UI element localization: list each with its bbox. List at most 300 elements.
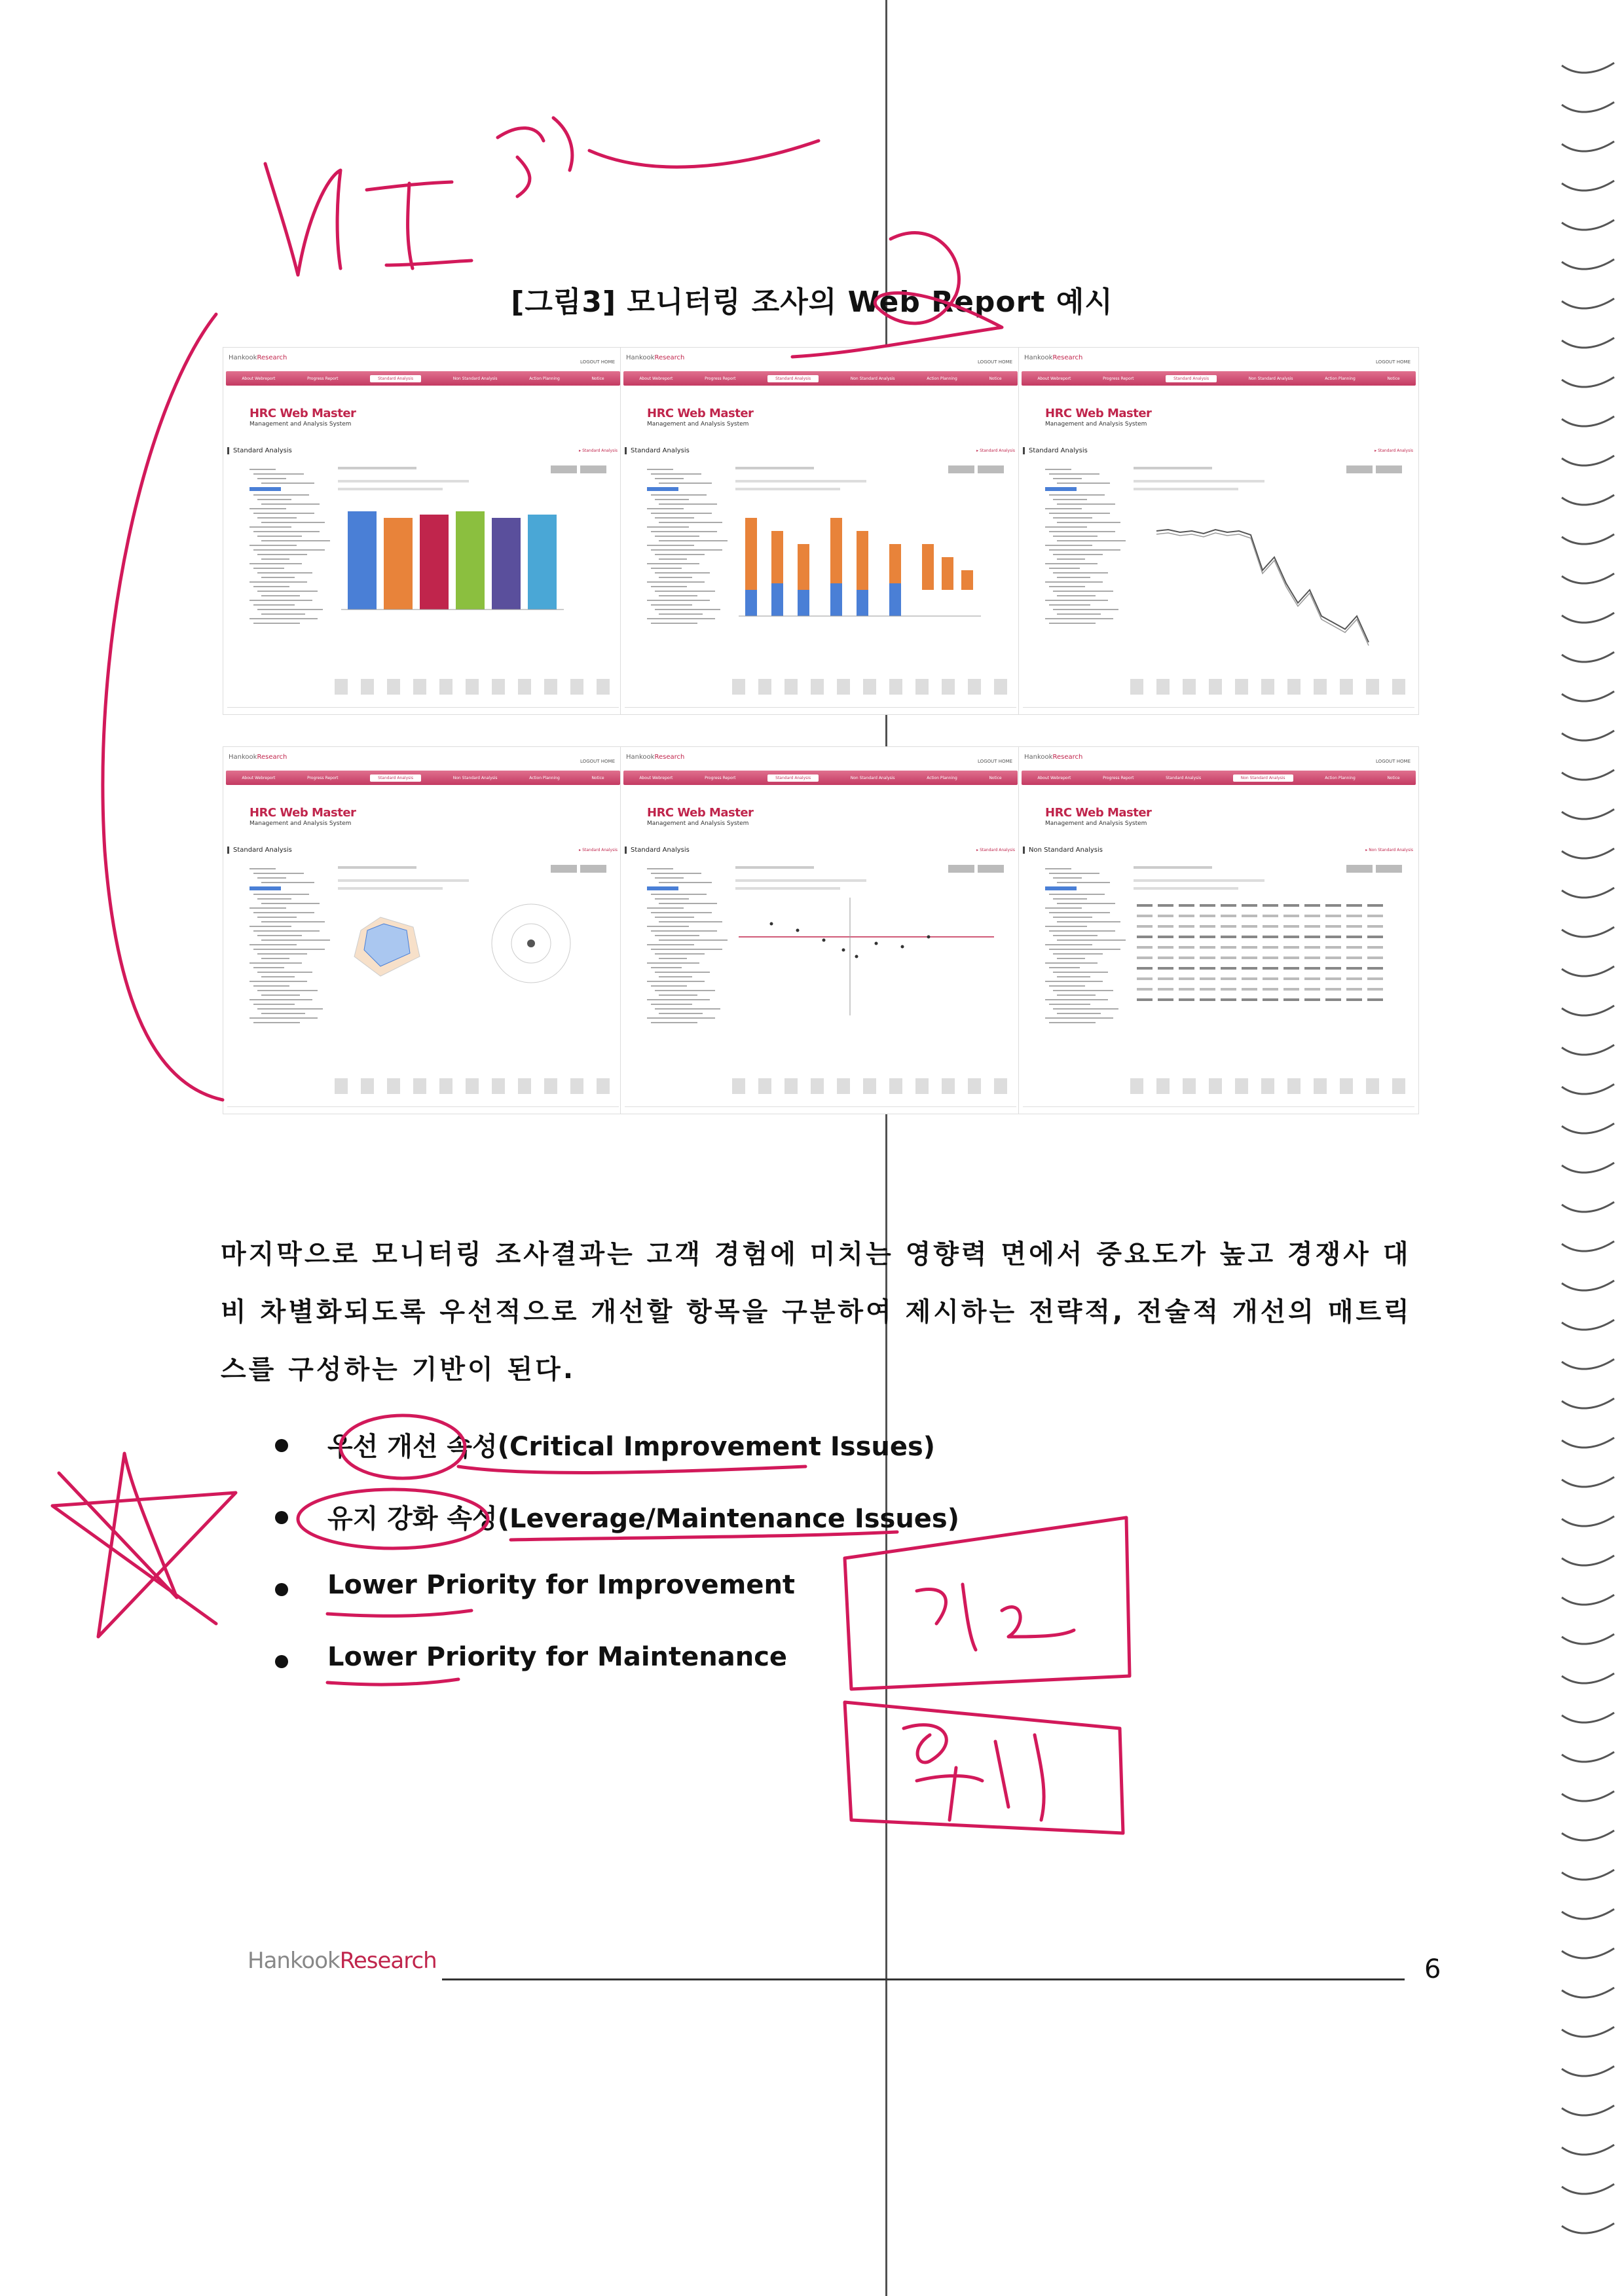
thumb-table-cell: [1200, 967, 1215, 970]
spiral-loop: [1562, 1006, 1614, 1015]
thumb-table-cell: [1179, 904, 1194, 907]
thumb-logo-prefix: Hankook: [626, 754, 655, 761]
thumb-nav-item: Standard Analysis: [1166, 375, 1217, 382]
thumb-logo: [1024, 354, 1082, 361]
thumb-scatter-point: [796, 929, 800, 932]
thumb-nav-item: Standard Analysis: [370, 375, 421, 382]
thumb-table-cell: [1158, 998, 1173, 1001]
thumb-button: [978, 865, 1004, 873]
thumb-nav-item: Notice: [989, 376, 1002, 381]
spiral-binding: [1559, 39, 1617, 2265]
thumb-table-cell: [1221, 925, 1236, 928]
thumb-table-cell: [1137, 957, 1153, 959]
thumb-logout-link: LOGOUT HOME: [978, 759, 1012, 764]
thumb-button: [1376, 865, 1402, 873]
thumb-table-cell: [1200, 988, 1215, 991]
thumb-scatter-point: [855, 955, 858, 958]
thumb-chart: [1130, 465, 1409, 688]
thumb-nav-item: Notice: [591, 775, 604, 780]
thumb-table-cell: [1367, 946, 1383, 949]
thumb-table-cell: [1283, 977, 1299, 980]
spiral-loop: [1562, 338, 1614, 348]
spiral-loop: [1562, 731, 1614, 740]
thumb-button: [580, 465, 606, 473]
spiral-loop: [1562, 1870, 1614, 1880]
thumb-table-cell: [1242, 904, 1257, 907]
thumb-table-cell: [1242, 998, 1257, 1001]
thumb-table-cell: [1200, 904, 1215, 907]
thumb-option-row: [338, 480, 469, 483]
thumb-table-cell: [1200, 925, 1215, 928]
ink-box-1: [845, 1518, 1130, 1689]
thumb-table-cell: [1263, 904, 1278, 907]
spiral-loop: [1562, 1516, 1614, 1526]
ink-underline-3: [327, 1611, 471, 1616]
thumb-table-cell: [1221, 998, 1236, 1001]
thumb-nav-bar: [226, 371, 620, 386]
thumb-brand: HRC Web Master: [1045, 407, 1152, 420]
thumb-brand-sub: Management and Analysis System: [1045, 421, 1147, 428]
thumb-table-cell: [1242, 925, 1257, 928]
thumb-nav-item: Action Planning: [529, 376, 560, 381]
thumb-chart: [732, 865, 1010, 1087]
thumb-logo: [626, 354, 684, 361]
thumb-table-cell: [1179, 946, 1194, 949]
thumb-stack-bottom: [857, 590, 868, 616]
footer-rule: [442, 1978, 1405, 1980]
thumb-table-cell: [1283, 988, 1299, 991]
thumb-table-cell: [1304, 946, 1320, 949]
thumb-nav-item: Standard Analysis: [767, 375, 819, 382]
spiral-loop: [1562, 456, 1614, 465]
thumb-table-cell: [1346, 988, 1362, 991]
thumb-table-cell: [1367, 967, 1383, 970]
thumb-filter-bar: [1134, 467, 1212, 469]
thumb-table-cell: [1158, 904, 1173, 907]
web-report-thumbnail: [223, 746, 623, 1114]
thumb-table-cell: [1221, 977, 1236, 980]
thumb-table-cell: [1367, 925, 1383, 928]
spiral-loop: [1562, 495, 1614, 505]
thumb-logo: [1024, 754, 1082, 761]
thumb-table-cell: [1325, 967, 1341, 970]
thumb-table-cell: [1179, 936, 1194, 938]
bullet-dot-icon: [275, 1511, 288, 1524]
thumb-table-cell: [1367, 936, 1383, 938]
thumb-scatter-point: [770, 922, 773, 926]
spiral-loop: [1562, 1673, 1614, 1683]
thumb-table-cell: [1200, 957, 1215, 959]
thumb-section-title: Non Standard Analysis: [1023, 847, 1103, 854]
thumb-button: [1346, 465, 1373, 473]
spiral-loop: [1562, 2027, 1614, 2037]
spiral-loop: [1562, 1791, 1614, 1801]
thumb-button: [1346, 865, 1373, 873]
thumb-logo-prefix: Hankook: [1024, 354, 1053, 361]
thumb-table-cell: [1346, 998, 1362, 1001]
thumb-brand: HRC Web Master: [647, 407, 754, 420]
spiral-loop: [1562, 691, 1614, 701]
thumb-table-cell: [1179, 915, 1194, 917]
thumb-stack-top: [857, 531, 868, 590]
spiral-loop: [1562, 574, 1614, 583]
thumb-table-cell: [1304, 925, 1320, 928]
thumb-nav-item: Progress Report: [307, 775, 339, 780]
thumb-logo: [229, 754, 287, 761]
thumb-table-cell: [1304, 915, 1320, 917]
thumb-nav-item: Progress Report: [705, 775, 736, 780]
thumb-table-cell: [1158, 946, 1173, 949]
thumb-nav-bar: [226, 771, 620, 785]
spiral-loop: [1562, 1359, 1614, 1369]
thumb-table-cell: [1263, 946, 1278, 949]
thumb-button: [1376, 465, 1402, 473]
spiral-loop: [1562, 1398, 1614, 1408]
thumb-button: [948, 465, 974, 473]
thumb-nav-item: About Webreport: [1037, 775, 1071, 780]
thumb-logo-suffix: Research: [257, 754, 287, 761]
thumb-table-cell: [1283, 904, 1299, 907]
thumb-option-row: [338, 887, 443, 890]
thumb-nav-item: Progress Report: [1103, 376, 1134, 381]
bullet-text: Lower Priority for Improvement: [327, 1570, 796, 1600]
thumb-table-cell: [1263, 936, 1278, 938]
thumb-nav-bar: [623, 771, 1018, 785]
thumb-nav-item: Non Standard Analysis: [452, 775, 498, 780]
thumb-stack-bottom: [830, 583, 842, 616]
thumb-logout-link: LOGOUT HOME: [580, 359, 615, 365]
thumb-table-cell: [1263, 915, 1278, 917]
thumb-nav-item: About Webreport: [1037, 376, 1071, 381]
spiral-loop: [1562, 888, 1614, 898]
thumb-stack-top: [942, 557, 953, 590]
thumb-table-cell: [1179, 967, 1194, 970]
spiral-loop: [1562, 652, 1614, 662]
spiral-loop: [1562, 1084, 1614, 1094]
thumb-filter-bar: [338, 467, 416, 469]
thumb-brand: HRC Web Master: [1045, 806, 1152, 820]
thumb-table-cell: [1158, 936, 1173, 938]
thumb-nav-bar: [1022, 371, 1416, 386]
thumb-nav-item: Progress Report: [1103, 775, 1134, 780]
spiral-loop: [1562, 613, 1614, 623]
thumb-table-cell: [1158, 977, 1173, 980]
thumb-section-link: ▸ Standard Analysis: [579, 848, 618, 852]
bullet-text: 유지 강화 속성(Leverage/Maintenance Issues): [327, 1504, 960, 1534]
thumb-table-cell: [1158, 925, 1173, 928]
spiral-loop: [1562, 1556, 1614, 1565]
footer-logo-prefix: Hankook: [248, 1948, 340, 1974]
thumb-table-cell: [1283, 915, 1299, 917]
thumb-tree-menu: [249, 465, 328, 682]
spiral-loop: [1562, 181, 1614, 191]
thumb-nav-item: Notice: [591, 376, 604, 381]
thumb-table-cell: [1325, 904, 1341, 907]
thumb-section-title: Standard Analysis: [1023, 447, 1088, 454]
thumb-table-cell: [1221, 957, 1236, 959]
thumb-table-cell: [1325, 915, 1341, 917]
thumb-bar: [528, 515, 557, 610]
thumb-brand: HRC Web Master: [647, 806, 754, 820]
thumb-logout-link: LOGOUT HOME: [1376, 359, 1411, 365]
thumb-table-cell: [1242, 915, 1257, 917]
ink-star: [52, 1453, 236, 1637]
thumb-brand-sub: Management and Analysis System: [249, 421, 352, 428]
thumb-nav-item: Standard Analysis: [767, 774, 819, 782]
thumb-stack-top: [771, 531, 783, 590]
thumb-nav-item: Non Standard Analysis: [850, 775, 895, 780]
thumb-option-row: [735, 879, 866, 882]
thumb-nav-item: Action Planning: [529, 775, 560, 780]
thumb-table-cell: [1283, 967, 1299, 970]
thumb-scatter-point: [822, 939, 826, 942]
thumb-bar: [492, 518, 521, 610]
thumb-logo: [229, 354, 287, 361]
thumb-scatter-point: [842, 949, 845, 952]
figure-title: [그림3] 모니터링 조사의 Web Report 예시: [511, 285, 1113, 319]
thumb-chart: [732, 465, 1010, 688]
bullet-dot-icon: [275, 1583, 288, 1596]
thumb-table-cell: [1367, 977, 1383, 980]
spiral-loop: [1562, 1909, 1614, 1919]
thumb-table-cell: [1158, 915, 1173, 917]
spiral-loop: [1562, 2145, 1614, 2155]
thumb-table: [732, 679, 1010, 695]
thumb-table-cell: [1242, 977, 1257, 980]
thumb-table-cell: [1304, 977, 1320, 980]
thumb-table-cell: [1200, 998, 1215, 1001]
thumb-button: [948, 865, 974, 873]
thumb-tree-menu: [1045, 865, 1124, 1081]
thumb-table-cell: [1137, 904, 1153, 907]
spiral-loop: [1562, 220, 1614, 230]
thumb-table-cell: [1242, 946, 1257, 949]
thumb-table-cell: [1158, 967, 1173, 970]
spiral-loop: [1562, 2184, 1614, 2194]
thumb-table-cell: [1346, 936, 1362, 938]
thumb-table-cell: [1304, 998, 1320, 1001]
spiral-loop: [1562, 141, 1614, 151]
thumb-footer-rule: [227, 707, 619, 708]
thumb-option-row: [735, 887, 840, 890]
thumb-table-cell: [1283, 957, 1299, 959]
thumb-logo-prefix: Hankook: [626, 354, 655, 361]
web-report-thumbnail: [1018, 347, 1419, 715]
thumb-logo: [626, 754, 684, 761]
thumb-table-cell: [1179, 957, 1194, 959]
thumb-stack-top: [922, 544, 934, 590]
thumb-brand: HRC Web Master: [249, 407, 356, 420]
spiral-loop: [1562, 416, 1614, 426]
thumb-table-cell: [1346, 915, 1362, 917]
thumb-chart: [1130, 865, 1409, 1087]
ink-note-1: [917, 1584, 1074, 1650]
thumb-option-row: [1134, 879, 1264, 882]
thumb-nav-item: Progress Report: [705, 376, 736, 381]
thumb-option-row: [338, 488, 443, 490]
thumb-bar: [420, 515, 449, 610]
thumb-table-cell: [1179, 925, 1194, 928]
thumb-nav-item: Action Planning: [1325, 775, 1356, 780]
thumb-section-title: Standard Analysis: [227, 447, 292, 454]
thumb-table-cell: [1158, 957, 1173, 959]
thumb-table-cell: [1221, 988, 1236, 991]
spiral-loop: [1562, 1123, 1614, 1133]
thumb-stack-top: [961, 570, 973, 590]
thumb-table-cell: [1346, 946, 1362, 949]
thumb-stack-bottom: [771, 583, 783, 616]
thumb-nav-bar: [1022, 771, 1416, 785]
thumb-table-cell: [1242, 988, 1257, 991]
spiral-loop: [1562, 2223, 1614, 2233]
spiral-loop: [1562, 1752, 1614, 1762]
thumb-nav-item: Action Planning: [927, 376, 957, 381]
thumb-table-cell: [1137, 946, 1153, 949]
spiral-loop: [1562, 377, 1614, 387]
thumb-section-title: Standard Analysis: [625, 847, 690, 854]
thumb-table-cell: [1283, 925, 1299, 928]
spiral-loop: [1562, 63, 1614, 73]
thumb-radar-point: [527, 939, 535, 947]
thumb-tree-menu: [647, 865, 726, 1081]
thumb-footer-rule: [227, 1106, 619, 1107]
thumb-table-cell: [1137, 998, 1153, 1001]
thumb-button: [978, 465, 1004, 473]
thumb-table-cell: [1137, 967, 1153, 970]
thumb-table-cell: [1200, 946, 1215, 949]
spiral-loop: [1562, 534, 1614, 544]
thumb-table: [1130, 1078, 1409, 1094]
spiral-loop: [1562, 1713, 1614, 1722]
thumb-table-cell: [1367, 904, 1383, 907]
spiral-loop: [1562, 102, 1614, 112]
thumb-nav-item: About Webreport: [242, 775, 276, 780]
thumb-table-cell: [1179, 977, 1194, 980]
thumb-bar: [348, 511, 377, 610]
thumb-brand-sub: Management and Analysis System: [249, 820, 352, 827]
thumb-section-link: ▸ Standard Analysis: [1375, 448, 1413, 453]
thumb-line: [1156, 530, 1369, 642]
page-number: 6: [1424, 1954, 1441, 1984]
thumb-table-cell: [1221, 936, 1236, 938]
thumb-button: [551, 465, 577, 473]
scanner-line: [885, 0, 887, 2296]
thumb-logo-prefix: Hankook: [229, 754, 257, 761]
thumb-nav-item: Progress Report: [307, 376, 339, 381]
thumb-table-cell: [1200, 936, 1215, 938]
thumb-table-cell: [1221, 915, 1236, 917]
thumb-line: [1156, 533, 1369, 646]
thumb-filter-bar: [735, 467, 814, 469]
web-report-thumbnail: [1018, 746, 1419, 1114]
thumb-logo-suffix: Research: [1052, 754, 1083, 761]
thumb-table-cell: [1304, 967, 1320, 970]
thumb-section-title: Standard Analysis: [227, 847, 292, 854]
thumb-footer-rule: [625, 1106, 1016, 1107]
web-report-thumbnail: [620, 347, 1021, 715]
thumb-logout-link: LOGOUT HOME: [580, 759, 615, 764]
ink-underline-1: [458, 1467, 805, 1472]
thumb-table-cell: [1137, 915, 1153, 917]
spiral-loop: [1562, 1634, 1614, 1644]
thumb-logo-suffix: Research: [654, 754, 685, 761]
spiral-loop: [1562, 1202, 1614, 1212]
spiral-loop: [1562, 2105, 1614, 2115]
thumb-option-row: [1134, 488, 1238, 490]
web-report-thumbnail: [620, 746, 1021, 1114]
thumb-stack-bottom: [889, 583, 901, 616]
thumb-table-cell: [1304, 988, 1320, 991]
thumb-scatter-point: [875, 942, 878, 945]
thumb-table-cell: [1346, 967, 1362, 970]
thumb-filter-bar: [338, 866, 416, 869]
thumb-button: [551, 865, 577, 873]
thumb-table-cell: [1200, 915, 1215, 917]
bullet-text: 우선 개선 속성(Critical Improvement Issues): [327, 1432, 936, 1462]
thumb-table-cell: [1137, 925, 1153, 928]
thumb-nav-item: Notice: [1387, 775, 1400, 780]
thumb-table-cell: [1158, 988, 1173, 991]
thumb-table-cell: [1346, 957, 1362, 959]
spiral-loop: [1562, 259, 1614, 269]
thumb-table-cell: [1242, 967, 1257, 970]
spiral-loop: [1562, 966, 1614, 976]
spiral-loop: [1562, 848, 1614, 858]
thumb-logout-link: LOGOUT HOME: [1376, 759, 1411, 764]
thumb-table-cell: [1179, 998, 1194, 1001]
thumb-filter-bar: [1134, 866, 1212, 869]
ink-note-2: [904, 1725, 1044, 1820]
thumb-table-cell: [1283, 946, 1299, 949]
thumb-stack-bottom: [745, 590, 757, 616]
thumb-table-cell: [1367, 998, 1383, 1001]
thumb-brand: HRC Web Master: [249, 806, 356, 820]
thumb-nav-bar: [623, 371, 1018, 386]
thumb-logo-prefix: Hankook: [1024, 754, 1053, 761]
thumb-bar: [384, 518, 413, 610]
thumb-nav-item: About Webreport: [242, 376, 276, 381]
thumb-table-cell: [1346, 904, 1362, 907]
spiral-loop: [1562, 1988, 1614, 1997]
thumb-nav-item: Non Standard Analysis: [1233, 774, 1293, 782]
thumb-table-cell: [1283, 998, 1299, 1001]
thumb-table-cell: [1263, 988, 1278, 991]
bullet-text: Lower Priority for Maintenance: [327, 1642, 788, 1672]
thumb-nav-item: Non Standard Analysis: [1248, 376, 1293, 381]
thumb-table-cell: [1367, 957, 1383, 959]
thumb-scatter-point: [901, 945, 904, 949]
footer-logo: [248, 1948, 437, 1974]
thumb-section-title: Standard Analysis: [625, 447, 690, 454]
thumb-table: [335, 1078, 613, 1094]
thumb-table-cell: [1325, 936, 1341, 938]
thumb-nav-item: About Webreport: [639, 775, 673, 780]
thumb-option-row: [1134, 480, 1264, 483]
thumb-table: [732, 1078, 1010, 1094]
thumb-tree-menu: [647, 465, 726, 682]
spiral-loop: [1562, 1320, 1614, 1330]
spiral-loop: [1562, 927, 1614, 937]
thumb-button: [580, 865, 606, 873]
thumb-table-cell: [1263, 957, 1278, 959]
spiral-loop: [1562, 809, 1614, 819]
thumb-table-cell: [1137, 988, 1153, 991]
thumb-nav-item: About Webreport: [639, 376, 673, 381]
thumb-stack-top: [798, 544, 809, 590]
thumb-nav-item: Action Planning: [1325, 376, 1356, 381]
thumb-logo-prefix: Hankook: [229, 354, 257, 361]
thumb-tree-menu: [249, 865, 328, 1081]
